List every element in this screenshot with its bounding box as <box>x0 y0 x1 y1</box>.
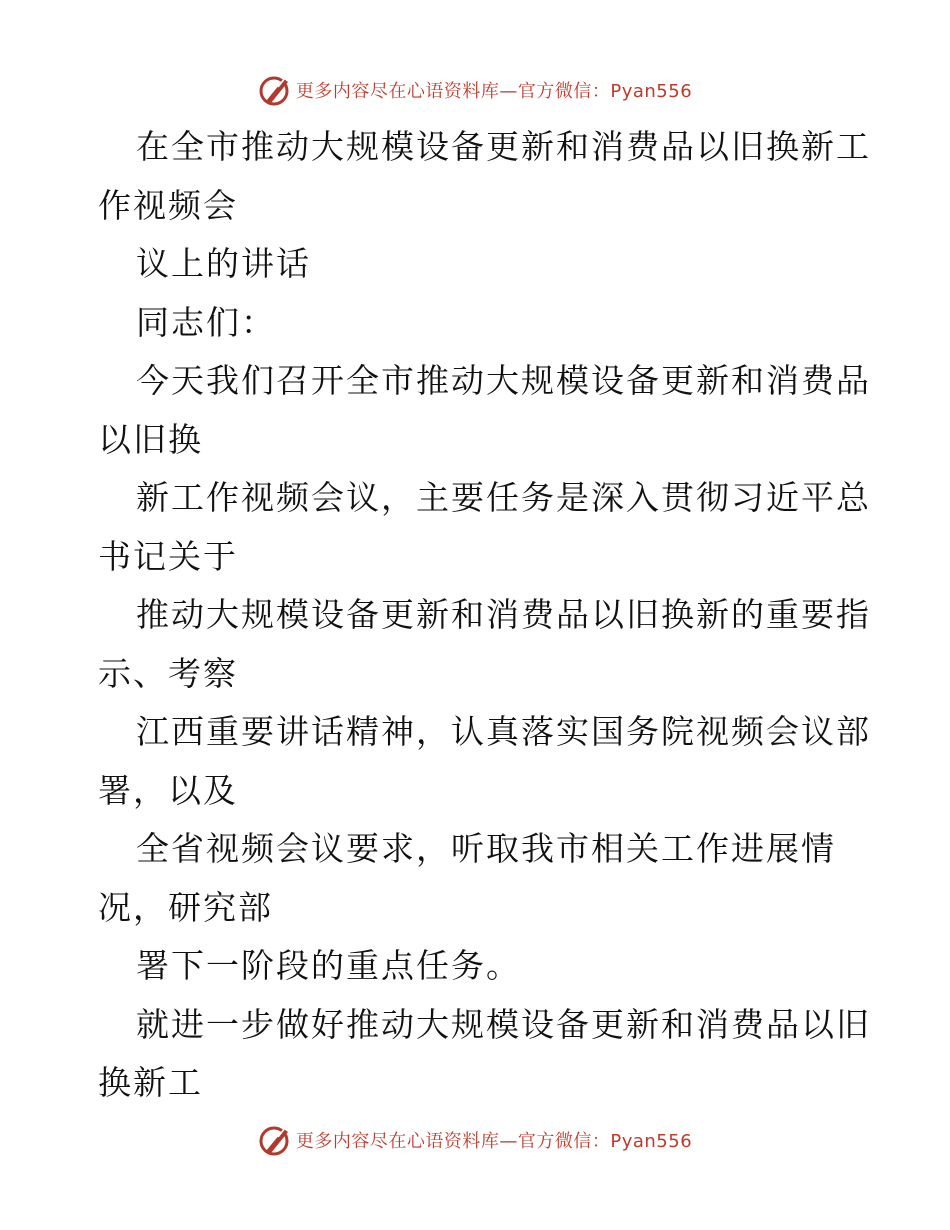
text-line: 换新工 <box>98 1063 203 1102</box>
quill-pen-logo-icon <box>258 73 292 107</box>
text-line: 就进一步做好推动大规模设备更新和消费品以旧 <box>136 1004 871 1044</box>
text-line: 议上的讲话 <box>136 244 311 283</box>
text-line: 书记关于 <box>98 536 238 576</box>
text-line: 署，以及 <box>98 770 238 810</box>
text-line: 署下一阶段的重点任务。 <box>136 946 521 985</box>
text-line: 示、考察 <box>98 653 238 693</box>
footer-banner <box>0 1120 950 1160</box>
text-line: 在全市推动大规模设备更新和消费品以旧换新工 <box>136 127 871 166</box>
text-line: 今天我们召开全市推动大规模设备更新和消费品 <box>136 361 871 400</box>
text-line: 以旧换 <box>98 419 203 459</box>
document-body <box>98 118 871 1113</box>
text-line: 江西重要讲话精神，认真落实国务院视频会议部 <box>136 712 871 751</box>
quill-pen-logo-icon <box>258 1123 292 1157</box>
text-line: 全省视频会议要求，听取我市相关工作进展情 <box>136 829 836 868</box>
text-line: 同志们： <box>136 302 276 342</box>
text-line: 况，研究部 <box>98 887 273 927</box>
header-banner-text: 更多内容尽在心语资料库—官方微信：Pyan556 <box>295 81 693 102</box>
text-line: 推动大规模设备更新和消费品以旧换新的重要指 <box>136 595 871 634</box>
text-line: 新工作视频会议，主要任务是深入贯彻习近平总 <box>136 478 871 517</box>
header-banner <box>0 70 950 110</box>
text-line: 作视频会 <box>98 185 238 225</box>
footer-banner-text: 更多内容尽在心语资料库—官方微信：Pyan556 <box>295 1131 693 1152</box>
